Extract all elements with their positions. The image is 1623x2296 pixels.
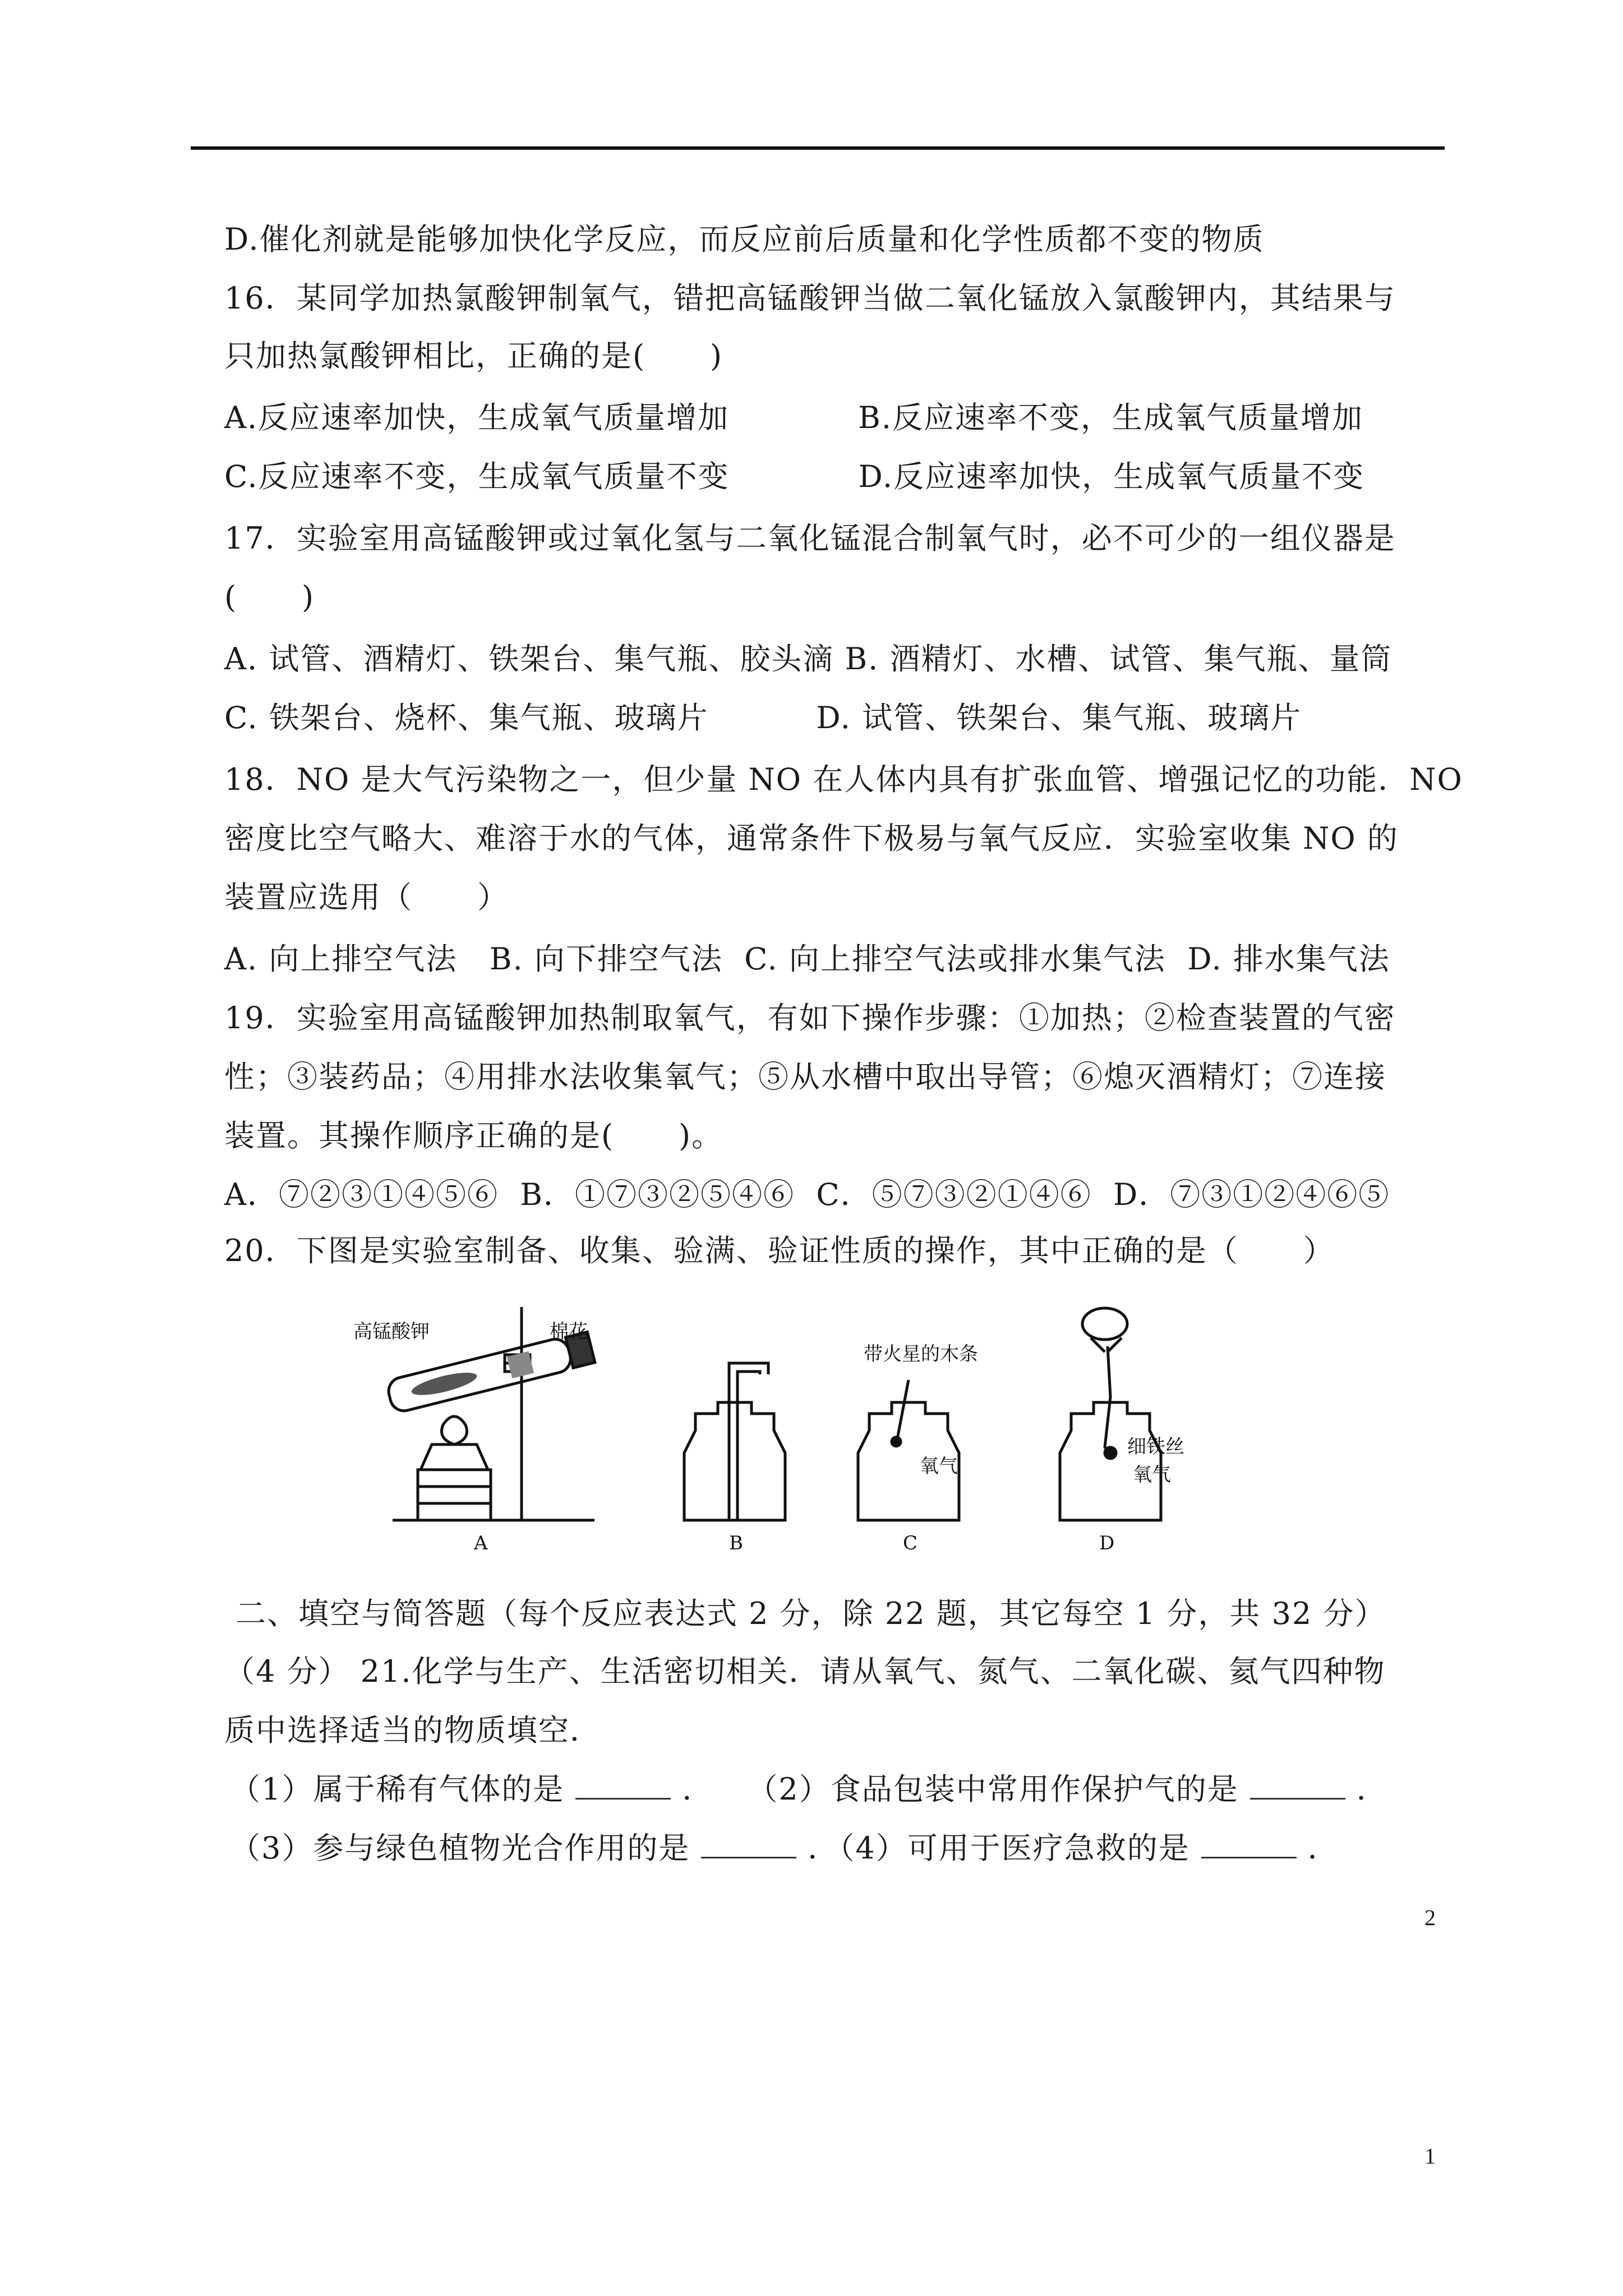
q21-row-2 — [230, 1829, 1339, 1868]
q19-stem-line2: 性；③装药品；④用排水法收集氧气；⑤从水槽中取出导管；⑥熄灭酒精灯；⑦连接 — [224, 1059, 1386, 1094]
caption-b: B — [729, 1532, 743, 1554]
apparatus-d — [1060, 1308, 1161, 1520]
q18-stem-line3: 装置应选用（ ） — [224, 880, 509, 915]
outer-page-number: 1 — [1424, 2143, 1436, 2169]
q21-stem-line1: （4 分） 21.化学与生产、生活密切相关．请从氧气、氮气、二氧化碳、氦气四种物 — [224, 1654, 1386, 1689]
q19-options: A．⑦②③①④⑤⑥ B．①⑦③②⑤④⑥ C．⑤⑦③②①④⑥ D．⑦③①②④⑥⑤ — [224, 1177, 1390, 1212]
q19-stem-line3: 装置。其操作顺序正确的是( )。 — [224, 1118, 723, 1153]
q15-option-d: D.催化剂就是能够加快化学反应，而反应前后质量和化学性质都不变的物质 — [224, 222, 1265, 257]
q17-options-ab: A. 试管、酒精灯、铁架台、集气瓶、胶头滴 B. 酒精灯、水槽、试管、集气瓶、量筒 — [224, 641, 1393, 677]
q16-stem-line2: 只加热氯酸钾相比，正确的是( ) — [224, 338, 723, 374]
label-oxygen-d: 氧气 — [1133, 1464, 1171, 1486]
q21-part-3: （3）参与绿色植物光合作用的是 — [230, 1830, 690, 1866]
q16-options-cd: C.反应速率不变，生成氧气质量不变 D.反应速率加快，生成氧气质量不变 — [224, 459, 1365, 494]
q21-part-4: （4）可用于医疗急救的是 — [839, 1830, 1190, 1866]
q16-stem-line1: 16．某同学加热氯酸钾制氧气，错把高锰酸钾当做二氧化锰放入氯酸钾内，其结果与 — [224, 280, 1396, 316]
q17-stem-line1: 17．实验室用高锰酸钾或过氧化氢与二氧化锰混合制氧气时，必不可少的一组仪器是 — [224, 521, 1396, 556]
q21-row-1 — [230, 1770, 1388, 1809]
lab-apparatus-figure — [303, 1285, 1402, 1554]
q18-stem-line1: 18．NO 是大气污染物之一，但少量 NO 在人体内具有扩张血管、增强记忆的功能．NO — [224, 762, 1463, 797]
caption-c: C — [903, 1532, 918, 1554]
header-rule — [191, 146, 1445, 150]
q17-stem-line2: ( ) — [224, 579, 315, 615]
label-kmno4: 高锰酸钾 — [353, 1320, 430, 1343]
caption-d: D — [1099, 1532, 1115, 1554]
q18-stem-line2: 密度比空气略大、难溶于水的气体，通常条件下极易与氧气反应．实验室收集 NO 的 — [224, 821, 1399, 856]
q21-sep-2: ． — [808, 1830, 840, 1866]
q21-answer-blank-2[interactable] — [1250, 1775, 1345, 1800]
caption-a: A — [474, 1532, 488, 1554]
q21-end-1: ． — [1356, 1772, 1388, 1807]
q19-stem-line1: 19．实验室用高锰酸钾加热制取氧气，有如下操作步骤：①加热；②检查装置的气密 — [224, 1000, 1396, 1036]
q18-options: A. 向上排空气法 B. 向下排空气法 C. 向上排空气法或排水集气法 D. 排水集气法 — [224, 941, 1390, 977]
q17-options-cd: C. 铁架台、烧杯、集气瓶、玻璃片 D. 试管、铁架台、集气瓶、玻璃片 — [224, 700, 1302, 735]
apparatus-c — [858, 1380, 959, 1520]
label-cotton: 棉花 — [550, 1320, 588, 1343]
q21-sep: ． — [682, 1772, 714, 1807]
q21-part-1: （1）属于稀有气体的是 — [230, 1772, 565, 1807]
q21-answer-blank-3[interactable] — [701, 1834, 796, 1858]
inner-page-number: 2 — [1424, 1905, 1436, 1930]
q21-answer-blank-4[interactable] — [1201, 1834, 1297, 1858]
label-glowing-splint: 带火星的木条 — [864, 1343, 978, 1365]
q21-end-2: ． — [1307, 1830, 1339, 1866]
q16-options-ab: A.反应速率加快，生成氧气质量增加 B.反应速率不变，生成氧气质量增加 — [224, 400, 1363, 435]
label-oxygen-c: 氧气 — [920, 1455, 958, 1478]
q21-part-2: （2）食品包装中常用作保护气的是 — [747, 1772, 1239, 1807]
q20-stem: 20．下图是实验室制备、收集、验满、验证性质的操作，其中正确的是（ ） — [224, 1233, 1335, 1268]
section-2-heading: 二、填空与简答题（每个反应表达式 2 分，除 22 题，其它每空 1 分，共 32 分） — [236, 1596, 1386, 1631]
q21-answer-blank-1[interactable] — [575, 1775, 671, 1800]
apparatus-b — [684, 1363, 785, 1520]
q21-stem-line2: 质中选择适当的物质填空． — [224, 1713, 601, 1748]
label-iron-wire: 细铁丝 — [1127, 1435, 1184, 1458]
